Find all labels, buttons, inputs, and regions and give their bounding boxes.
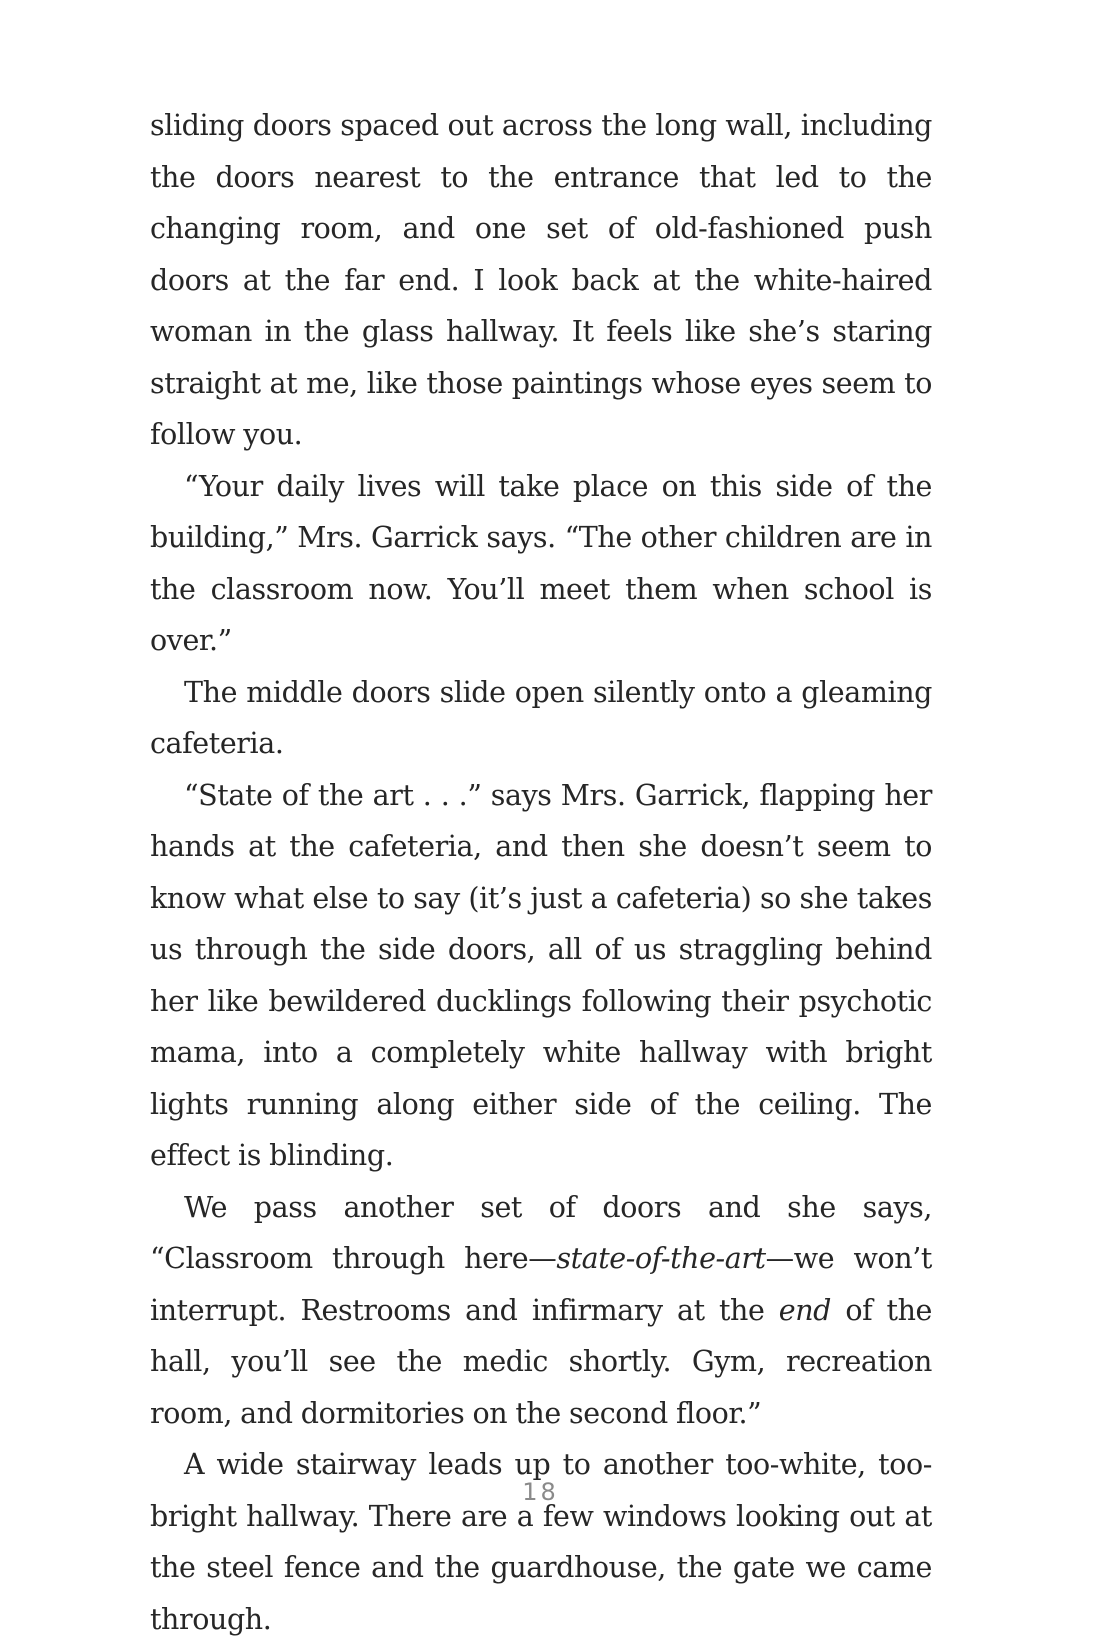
page-number: 18 — [522, 1478, 559, 1506]
text-run: We pass another set of doors and she says, “Classroom through here— — [150, 1190, 932, 1275]
text-run: “Your daily lives will take place on this side of the building,” Mrs. Garrick says. “The other children are in the classroom now. You’ll meet them when school is over.” — [150, 469, 932, 657]
text-run: —we won’t interrupt. Restrooms and infirmary at the — [150, 1242, 932, 1327]
text-run: A wide stairway leads up to another too-white, too-bright hallway. There are a few windows looking out at the steel fence and the guardhouse, the gate we came through. — [150, 1448, 932, 1636]
paragraph-6 — [150, 1439, 932, 1645]
paragraph-2 — [150, 461, 932, 667]
text-run: “State of the art . . .” says Mrs. Garrick, flapping her hands at the cafeteria, and then she doesn’t seem to know what else to say (it’s just a cafeteria) so she takes us through the side doors, all of us straggling behind her like bewildered ducklings following their psychotic mama, into a completely white hallway with bright lights running along either side of the ceiling. The effect is blinding. — [150, 778, 932, 1172]
paragraph-1 — [150, 100, 932, 461]
text-run: The middle doors slide open silently onto a gleaming cafeteria. — [150, 675, 932, 760]
text-run: sliding doors spaced out across the long wall, including the doors nearest to the entrance that led to the changing room, and one set of old-fashioned push doors at the far end. I look back at the white-haired woman in the glass hallway. It feels like she’s staring straight at me, like those paintings whose eyes seem to follow you. — [150, 109, 932, 451]
italic-text-run: state-of-the-art — [556, 1242, 766, 1275]
text-run: of the hall, you’ll see the medic shortly. Gym, recreation room, and dormitories on the second floor.” — [150, 1293, 932, 1430]
paragraph-4 — [150, 770, 932, 1182]
paragraph-3 — [150, 667, 932, 770]
paragraph-5 — [150, 1182, 932, 1440]
body-text — [150, 100, 932, 1645]
italic-text-run: end — [778, 1293, 832, 1327]
